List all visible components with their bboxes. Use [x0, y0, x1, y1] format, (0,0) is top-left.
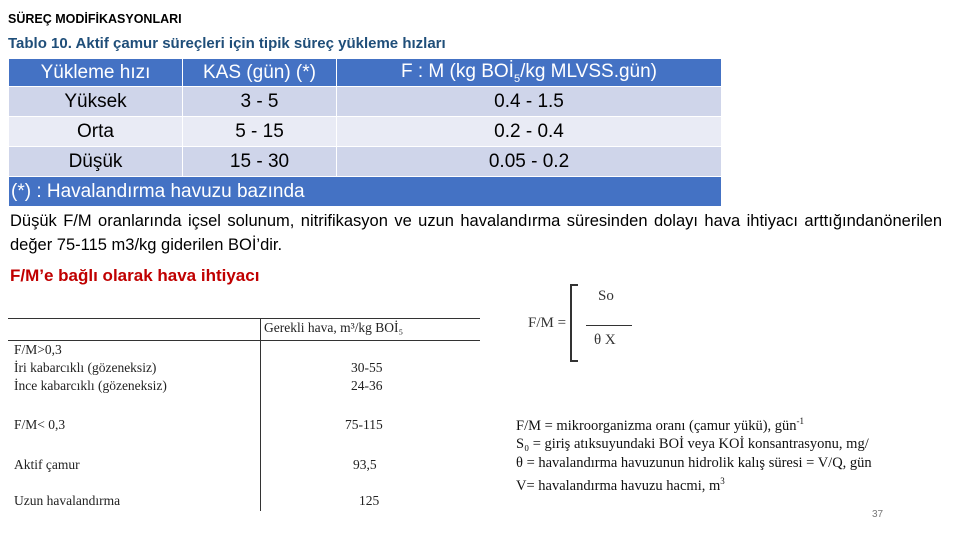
variable-definitions — [516, 412, 942, 512]
air-table-label: F/M< 0,3 — [14, 417, 66, 432]
air-table-value: 30-55 — [351, 360, 383, 375]
loading-rate-table — [8, 58, 722, 207]
table-footnote-row — [9, 177, 722, 207]
definition-line: S₀ = giriş atıksuyundaki BOİ veya KOİ konsantrasyonu, mg/ — [516, 436, 869, 453]
air-table-label: Uzun havalandırma — [14, 493, 121, 508]
table-cell: 0.4 - 1.5 — [337, 87, 722, 117]
table-row — [9, 117, 722, 147]
air-table-label: İri kabarcıklı (gözeneksiz) — [14, 360, 157, 375]
definition-line: θ = havalandırma havuzunun hidrolik kalış süresi = V/Q, gün — [516, 454, 872, 471]
table-rule — [260, 318, 261, 511]
page-number: 37 — [872, 509, 884, 520]
table-row — [9, 147, 722, 177]
section-heading-red: F/M’e bağlı olarak hava ihtiyacı — [10, 266, 260, 285]
formula-denominator: θ X — [594, 332, 616, 348]
table-cell: 5 - 15 — [183, 117, 337, 147]
table-header-row — [9, 59, 722, 87]
table-cell: Yüksek — [9, 87, 183, 117]
table-cell: 3 - 5 — [183, 87, 337, 117]
air-table-value: 93,5 — [353, 457, 377, 472]
air-table-header: Gerekli hava, m³/kg BOİ₅ — [264, 320, 404, 335]
table-rule — [8, 340, 480, 341]
air-table-label: İnce kabarcıklı (gözeneksiz) — [14, 378, 167, 393]
table-cell: 0.05 - 0.2 — [337, 147, 722, 177]
table-rule — [8, 318, 480, 319]
air-table-value: 75-115 — [345, 417, 383, 432]
column-header: KAS (gün) (*) — [183, 59, 337, 87]
air-table-value: 125 — [359, 493, 380, 508]
table-cell: 15 - 30 — [183, 147, 337, 177]
definition-line: V= havalandırma havuzu hacmi, $m^3$ — [516, 476, 725, 495]
table-caption: Tablo 10. Aktif çamur süreçleri için tipik süreç yükleme hızları — [8, 35, 446, 52]
explanation-paragraph: Düşük F/M oranlarında içsel solunum, nitrifikasyon ve uzun havalandırma süresinden dolayı hava ihtiyacı arttığındanönerilen değer 75-115 m3/kg giderilen BOİ’dir. — [10, 212, 942, 254]
definition-line: F/M = mikroorganizma oranı (çamur yükü), gün$^{-1}$ — [516, 416, 805, 434]
column-header: F : M (kg $BOİ_5/kg$ MLVSS.gün) — [337, 59, 722, 87]
formula-lhs: F/M = — [528, 315, 567, 331]
column-header: Yükleme hızı — [9, 59, 183, 87]
table-cell: Orta — [9, 117, 183, 147]
header-title: SÜREÇ MODİFİKASYONLARI — [8, 12, 182, 26]
formula-numerator: So — [598, 288, 614, 304]
bracket-left — [570, 284, 572, 362]
air-requirement-table-image — [8, 318, 480, 511]
bracket-left-bottom — [570, 360, 578, 362]
fraction-bar — [586, 325, 632, 326]
air-table-value: 24-36 — [351, 378, 383, 393]
air-table-label: Aktif çamur — [14, 457, 80, 472]
table-footnote: (*) : Havalandırma havuzu bazında — [9, 177, 722, 207]
fm-formula-image — [522, 278, 646, 368]
air-table-label: F/M>0,3 — [14, 342, 62, 357]
table-cell: Düşük — [9, 147, 183, 177]
table-row — [9, 87, 722, 117]
table-cell: 0.2 - 0.4 — [337, 117, 722, 147]
bracket-left-top — [570, 284, 578, 286]
